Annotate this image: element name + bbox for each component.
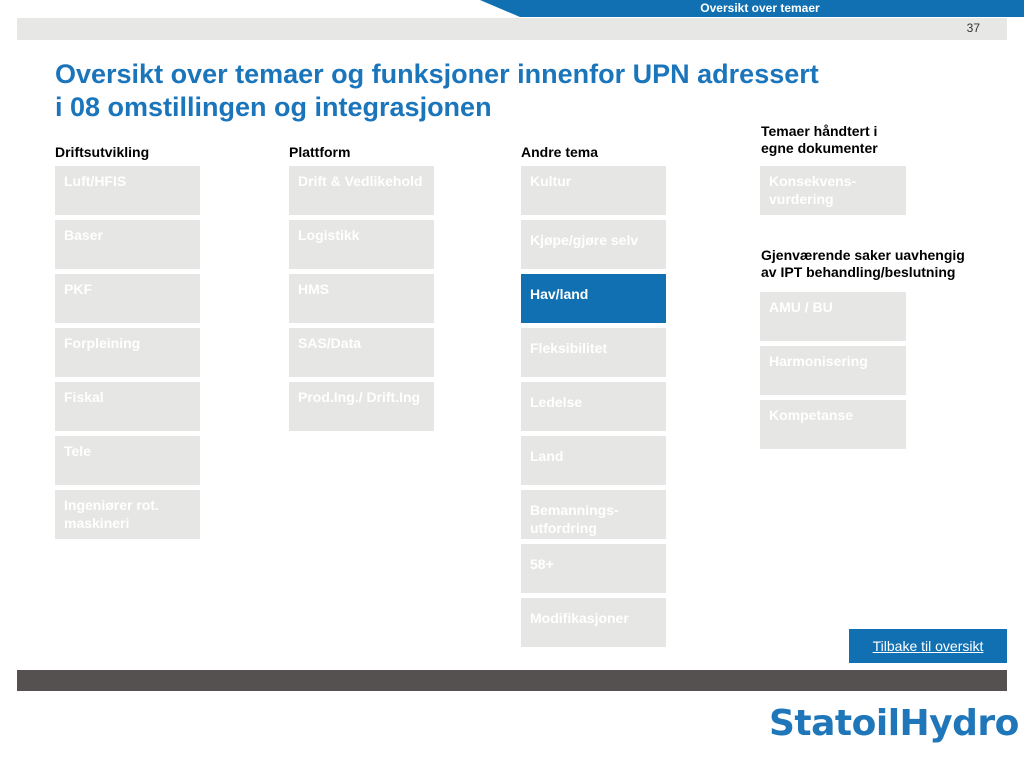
page-title	[55, 58, 955, 124]
page-title-line2: i 08 omstillingen og integrasjonen	[55, 92, 492, 122]
column-heading-andre-tema: Andre tema	[521, 144, 599, 160]
topic-box-amu-bu[interactable]: AMU / BU	[759, 291, 907, 342]
column-heading-egne-dokumenter	[761, 123, 878, 157]
topic-box-ledelse[interactable]: Ledelse	[520, 381, 667, 432]
topic-box-ingeniorer[interactable]: Ingeniører rot. maskineri	[54, 489, 201, 540]
footer-bar	[17, 670, 1007, 691]
topic-box-drift-vedlikehold[interactable]: Drift & Vedlikehold	[288, 165, 435, 216]
column-heading-egne-dokumenter-line2: egne dokumenter	[761, 140, 878, 156]
topic-box-bemannings-utfordring[interactable]: Bemannings-utfordring	[520, 489, 667, 540]
section-tab-label: Oversikt over temaer	[700, 1, 820, 15]
topic-box-kultur[interactable]: Kultur	[520, 165, 667, 216]
column-heading-gjenvaerende	[761, 247, 965, 281]
topic-box-tele[interactable]: Tele	[54, 435, 201, 486]
topic-box-baser[interactable]: Baser	[54, 219, 201, 270]
topic-box-hav-land[interactable]: Hav/land	[520, 273, 667, 324]
statoilhydro-logo: StatoilHydro	[769, 703, 1019, 744]
topic-box-hms[interactable]: HMS	[288, 273, 435, 324]
topic-box-forpleining[interactable]: Forpleining	[54, 327, 201, 378]
topic-box-land[interactable]: Land	[520, 435, 667, 486]
topic-box-kjope-gjore-selv[interactable]: Kjøpe/gjøre selv	[520, 219, 667, 270]
page-title-line1: Oversikt over temaer og funksjoner innenfor UPN adressert	[55, 59, 819, 89]
column-heading-gjenvaerende-line2: av IPT behandling/beslutning	[761, 264, 956, 280]
column-heading-gjenvaerende-line1: Gjenværende saker uavhengig	[761, 247, 965, 263]
topic-box-fiskal[interactable]: Fiskal	[54, 381, 201, 432]
topic-box-prod-ing[interactable]: Prod.Ing./ Drift.Ing	[288, 381, 435, 432]
column-heading-plattform: Plattform	[289, 144, 351, 160]
column-heading-driftsutvikling: Driftsutvikling	[55, 144, 150, 160]
header-band	[17, 18, 1007, 40]
topic-box-harmonisering[interactable]: Harmonisering	[759, 345, 907, 396]
topic-box-pkf[interactable]: PKF	[54, 273, 201, 324]
topic-box-fleksibilitet[interactable]: Fleksibilitet	[520, 327, 667, 378]
topic-box-logistikk[interactable]: Logistikk	[288, 219, 435, 270]
back-to-overview-button[interactable]: Tilbake til oversikt	[849, 629, 1007, 663]
topic-box-kompetanse[interactable]: Kompetanse	[759, 399, 907, 450]
topic-box-58-pluss[interactable]: 58+	[520, 543, 667, 594]
topic-box-modifikasjoner[interactable]: Modifikasjoner	[520, 597, 667, 648]
page-number: 37	[966, 21, 980, 35]
topic-box-sas-data[interactable]: SAS/Data	[288, 327, 435, 378]
topic-box-konsekvensvurdering[interactable]: Konsekvens-vurdering	[759, 165, 907, 216]
topic-box-luft-hfis[interactable]: Luft/HFIS	[54, 165, 201, 216]
column-heading-egne-dokumenter-line1: Temaer håndtert i	[761, 123, 878, 139]
